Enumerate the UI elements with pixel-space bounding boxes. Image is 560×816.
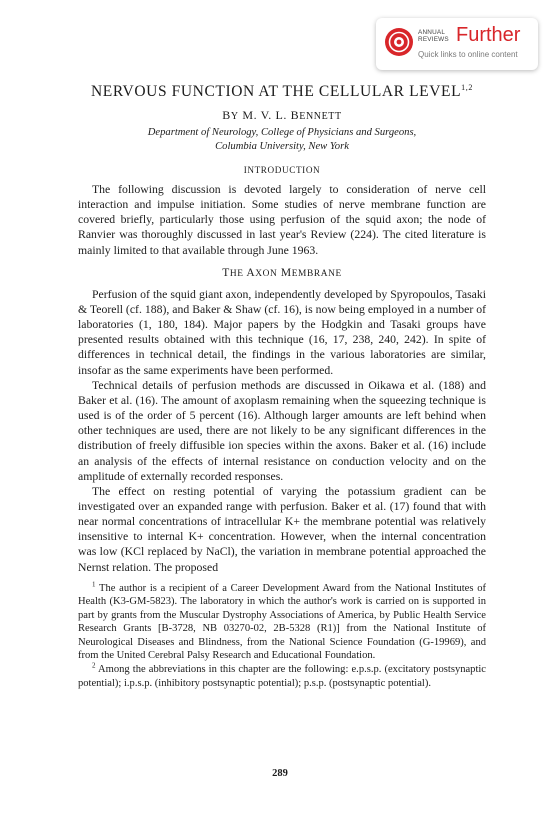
badge-annual-reviews <box>418 29 449 43</box>
article-page <box>78 82 486 690</box>
author-byline <box>78 108 486 124</box>
title-footnote-marks[interactable]: 1,2 <box>461 82 473 92</box>
author-affiliation <box>78 126 486 153</box>
badge-subtitle: Quick links to online content <box>418 50 518 59</box>
heading-T: T <box>222 266 230 279</box>
badge-annual-line1: ANNUAL <box>418 29 446 36</box>
heading-he: HE <box>229 268 244 279</box>
byline-prefix-sc: Y <box>230 111 239 122</box>
heading-xon: XON <box>255 268 278 279</box>
footnote-2-mark: 2 <box>92 661 96 670</box>
footnotes <box>78 582 486 690</box>
footnote-1-mark: 1 <box>92 580 96 589</box>
heading-M: M <box>277 266 292 279</box>
footnote-1 <box>78 582 486 663</box>
footnote-2-text: Among the abbreviations in this chapter are the following: e.p.s.p. (excitatory postsynaptic potential); i.p.s.p. (inhibitory postsynaptic potential); p.s.p. (postsynaptic potential). <box>78 664 486 689</box>
byline-prefix: B <box>222 108 231 122</box>
page-number: 289 <box>272 768 288 779</box>
footnote-2 <box>78 663 486 690</box>
badge-further-label: Further <box>456 24 521 46</box>
further-circle-icon <box>384 27 414 57</box>
axon-paragraph-1: Perfusion of the squid giant axon, independently developed by Spyropoulos, Tasaki & Teorell (cf. 188), and Baker & Shaw (cf. 16), is now being employed in a number of laboratories (1, 180, 184). Major papers by the Hodgkin and Tasaki groups have presented results obtained with this technique (16, 17, 238, 240, 242). In spite of differences in technical detail, the findings in the various laboratories are similar, insofar as the same experiments have been performed. <box>78 287 486 377</box>
further-badge[interactable] <box>376 18 538 70</box>
badge-annual-line2: REVIEWS <box>418 36 449 43</box>
article-title-text: NERVOUS FUNCTION AT THE CELLULAR LEVEL <box>91 83 462 100</box>
article-title <box>78 82 486 102</box>
heading-embrane: EMBRANE <box>291 268 342 279</box>
affiliation-line2: Columbia University, New York <box>215 140 349 152</box>
footnote-1-text: The author is a recipient of a Career Development Award from the National Institutes of Health (K3-GM-5823). The laboratory in which the author's work is carried on is supported in part by grants from the Muscular Dystrophy Associations of America, by Public Health Service Research Grants [B-3728, NB 03270-02, 2B-5328 (R1)] from the National Institute of Neurological Diseases and Blindness, from the National Science Foundation (G-19969), and from the United Cerebral Palsy Research and Educational Foundation. <box>78 582 486 662</box>
section-heading-introduction: INTRODUCTION <box>243 165 321 175</box>
affiliation-line1: Department of Neurology, College of Physicians and Surgeons, <box>147 127 417 138</box>
axon-paragraph-3: The effect on resting potential of varying the potassium gradient can be investigated over an expanded range with perfusion. Baker et al. (17) found that with near normal concentrations of intracellular K+ the membrane potential was relatively insensitive to internal K+ concentration. However, when the internal concentration was low (KCl replaced by NaCl), the variation in membrane potential approached the Nernst relation. The proposed <box>78 484 486 574</box>
section-heading-axon-membrane <box>78 266 486 281</box>
author-initials: M. V. L. B <box>242 108 300 122</box>
introduction-paragraph: The following discussion is devoted largely to consideration of nerve cell interaction and impulse initiation. Some studies of nerve membrane function are covered briefly, particularly those using perfusion of the squid axon; the node of Ranvier was thoroughly discussed in last year's Review (224). The cited literature is mainly limited to that available through June 1963. <box>78 183 486 257</box>
axon-membrane-section <box>78 287 486 575</box>
introduction-section <box>78 182 486 258</box>
author-surname-sc: ENNETT <box>299 111 342 122</box>
heading-A: A <box>243 266 256 279</box>
axon-paragraph-2: Technical details of perfusion methods are discussed in Oikawa et al. (188) and Baker et al. (16). The amount of axoplasm remaining when the squeezing technique is used is of the order of 5 percent (16). Although larger amounts are left behind when other techniques are used, there are not likely to be any significant differences in the distribution of freely diffusible ion species within the axons. Baker et al. (16) include an analysis of the effects of internal resistance on conduction velocity and on the amplitude of externally recorded responses. <box>78 378 486 483</box>
